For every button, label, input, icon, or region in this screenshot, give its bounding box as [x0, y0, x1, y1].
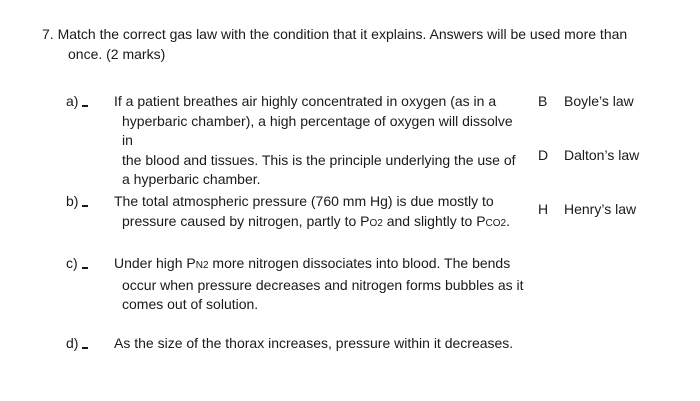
- item-text: Under high PN2 more nitrogen dissociates into blood. The bends occur when pressure decreases and nitrogen forms bubbles as it comes out of solution.: [114, 255, 524, 312]
- answer-blank[interactable]: [82, 93, 88, 107]
- answer-blank[interactable]: [82, 255, 88, 269]
- item-text: If a patient breathes air highly concentrated in oxygen (as in a hyperbaric chamber), a high percentage of oxygen will dissolve in the blood and tissues. This is the principle underlying the use of a hyperbaric chamber.: [114, 93, 516, 187]
- answer-blank[interactable]: [82, 335, 88, 349]
- item-label: b): [66, 192, 106, 212]
- answer-option-henry: H Henry’s law: [538, 201, 637, 217]
- answer-option-boyle: B Boyle’s law: [538, 93, 634, 109]
- item-label: c): [66, 254, 106, 274]
- item-label: a): [66, 92, 106, 112]
- item-text: As the size of the thorax increases, pressure within it decreases.: [114, 335, 514, 351]
- item-text: The total atmospheric pressure (760 mm Hg) is due mostly to pressure caused by nitrogen, partly to PO2 and slightly to PCO2.: [114, 193, 510, 229]
- answer-blank[interactable]: [82, 193, 88, 207]
- answer-option-dalton: D Dalton’s law: [538, 147, 640, 163]
- item-label: d): [66, 334, 106, 354]
- question-title: [42, 24, 642, 64]
- question-line-2: once. (2 marks): [68, 46, 166, 62]
- question-line-1: 7. Match the correct gas law with the condition that it explains. Answers will be used more than: [42, 26, 628, 42]
